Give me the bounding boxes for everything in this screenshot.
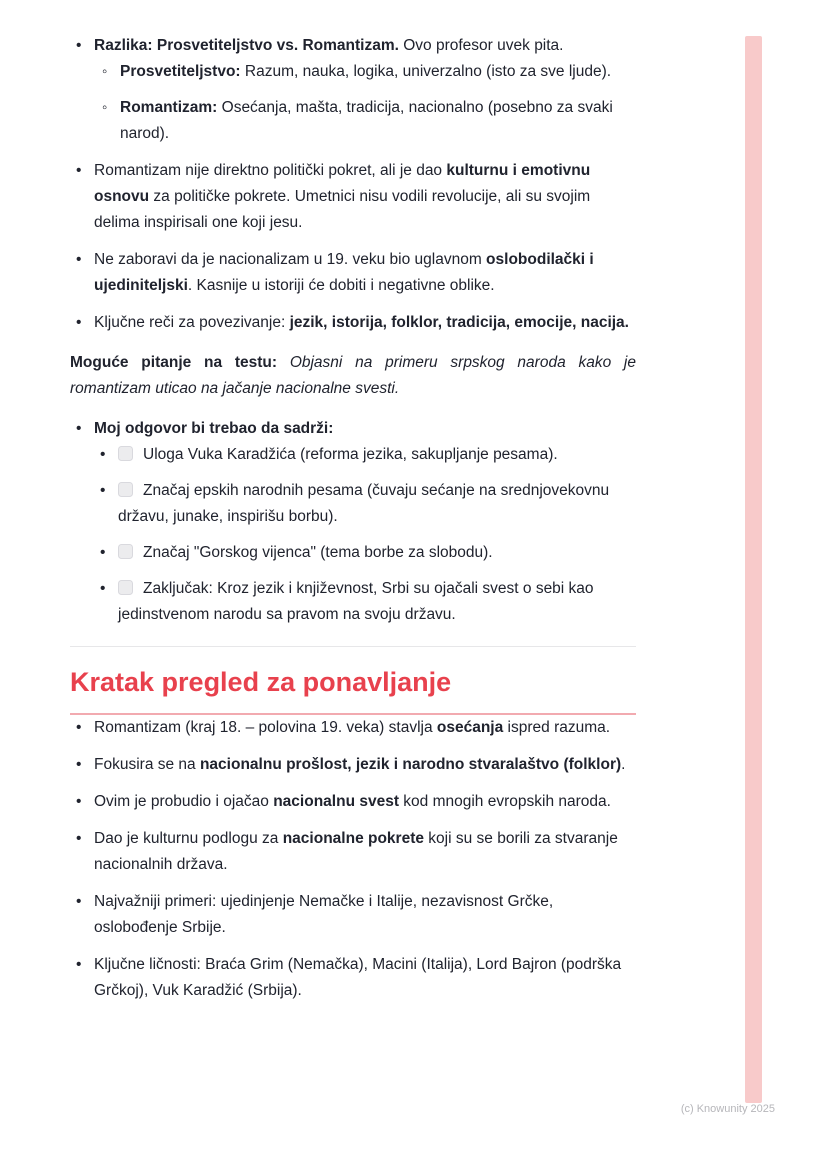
list-item: [70, 789, 636, 815]
section-divider: [70, 646, 636, 647]
answer-list: [70, 416, 636, 628]
bullet-icon: •: [76, 756, 82, 773]
bullet-icon: •: [76, 162, 82, 179]
list-item-text: Romantizam (kraj 18. – polovina 19. veka) stavlja osećanja ispred razuma.: [94, 719, 611, 736]
list-item: [70, 416, 636, 628]
bullet-icon: •: [76, 719, 82, 736]
checklist-item: [94, 540, 636, 566]
footer-credit: (c) Knowunity 2025: [680, 1103, 775, 1115]
sub-list: [94, 59, 636, 147]
list-item: [70, 310, 636, 336]
list-item-text: Ne zaboravi da je nacionalizam u 19. veku bio uglavnom oslobodilački i ujediniteljski. Kasnije u istoriji će dobiti i negativne oblike.: [94, 251, 594, 294]
list-item: [70, 889, 636, 941]
checklist-item: [94, 576, 636, 628]
bullet-icon: •: [76, 793, 82, 810]
list-item-text: Razlika: Prosvetiteljstvo vs. Romantizam. Ovo profesor uvek pita.: [94, 37, 564, 54]
bullet-icon: •: [76, 956, 82, 973]
section-heading: Kratak pregled za ponavljanje: [70, 665, 636, 715]
checklist-item-text: Uloga Vuka Karadžića (reforma jezika, sakupljanje pesama).: [143, 446, 558, 463]
bullet-icon: •: [76, 314, 82, 331]
list-item: [70, 158, 636, 236]
bullet-icon: •: [76, 420, 82, 437]
bullet-icon: •: [76, 251, 82, 268]
review-list: [70, 715, 636, 1004]
list-item: [94, 59, 636, 85]
bullet-icon: •: [76, 37, 82, 54]
bullet-icon: •: [76, 830, 82, 847]
exam-question: Moguće pitanje na testu: Objasni na primeru srpskog naroda kako je romantizam uticao na jačanje nacionalne svesti.: [70, 354, 636, 397]
list-item: [94, 95, 636, 147]
checkbox[interactable]: [118, 544, 133, 559]
list-item-text: Romantizam nije direktno politički pokret, ali je dao kulturnu i emotivnu osnovu za političke pokrete. Umetnici nisu vodili revolucije, ali su svojim delima inspirisali one koji jesu.: [94, 162, 591, 231]
list-item-text: Fokusira se na nacionalnu prošlost, jezik i narodno stvaralaštvo (folklor).: [94, 756, 626, 773]
list-item: [70, 715, 636, 741]
checklist-item: [94, 478, 636, 530]
list-item-text: Najvažniji primeri: ujedinjenje Nemačke i Italije, nezavisnost Grčke, oslobođenje Srbije.: [94, 893, 554, 936]
list-item-text: Ključne ličnosti: Braća Grim (Nemačka), Macini (Italija), Lord Bajron (podrška Grčkoj), Vuk Karadžić (Srbija).: [94, 956, 622, 999]
checklist-item-text: Značaj epskih narodnih pesama (čuvaju sećanje na srednjovekovnu državu, junake, inspirišu borbu).: [118, 482, 610, 525]
bullet-icon: •: [100, 580, 106, 597]
circle-bullet-icon: ◦: [102, 63, 108, 80]
list-item-text: Prosvetiteljstvo: Razum, nauka, logika, univerzalno (isto za sve ljude).: [120, 63, 612, 80]
bullet-icon: •: [76, 893, 82, 910]
list-item: [70, 247, 636, 299]
checklist-item-text: Zaključak: Kroz jezik i književnost, Srbi su ojačali svest o sebi kao jedinstvenom narodu sa pravom na svoju državu.: [118, 580, 594, 623]
list-item-text: Dao je kulturnu podlogu za nacionalne pokrete koji su se borili za stvaranje nacionalnih država.: [94, 830, 618, 873]
accent-stripe: [745, 36, 762, 1103]
tips-list: [70, 33, 636, 336]
bullet-icon: •: [100, 446, 106, 463]
checkbox[interactable]: [118, 580, 133, 595]
bullet-icon: •: [100, 544, 106, 561]
list-item-text: Ovim je probudio i ojačao nacionalnu svest kod mnogih evropskih naroda.: [94, 793, 611, 810]
list-item-text: Romantizam: Osećanja, mašta, tradicija, nacionalno (posebno za svaki narod).: [120, 99, 613, 142]
checklist-item: [94, 442, 636, 468]
list-item: [70, 952, 636, 1004]
circle-bullet-icon: ◦: [102, 99, 108, 116]
list-item: [70, 33, 636, 147]
checklist: [94, 442, 636, 628]
list-item: [70, 752, 636, 778]
list-item-text: Moj odgovor bi trebao da sadrži:: [94, 420, 334, 437]
checklist-item-text: Značaj "Gorskog vijenca" (tema borbe za slobodu).: [143, 544, 493, 561]
checkbox[interactable]: [118, 446, 133, 461]
page-content: [70, 0, 636, 1015]
checkbox[interactable]: [118, 482, 133, 497]
list-item-text: Ključne reči za povezivanje: jezik, istorija, folklor, tradicija, emocije, nacija.: [94, 314, 629, 331]
bullet-icon: •: [100, 482, 106, 499]
list-item: [70, 826, 636, 878]
